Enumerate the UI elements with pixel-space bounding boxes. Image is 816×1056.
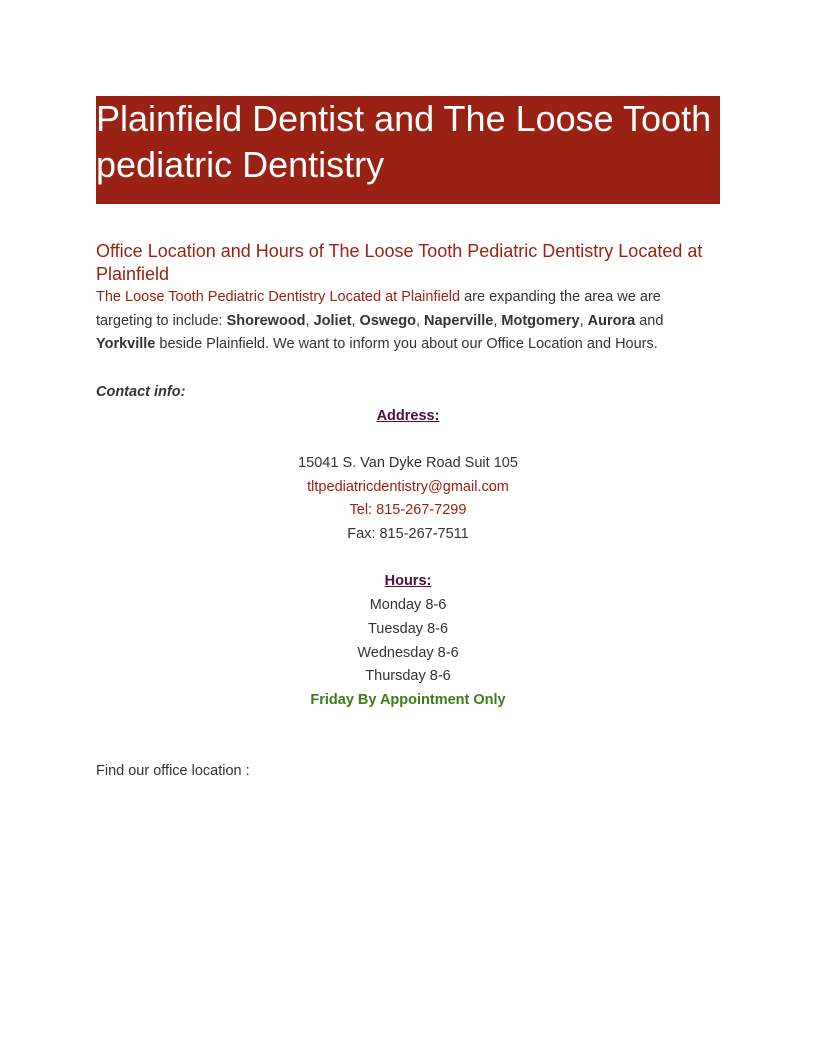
city-motgomery: Motgomery <box>501 312 580 329</box>
street-address: 15041 S. Van Dyke Road Suit 105 <box>298 454 518 471</box>
email-link[interactable]: tltpediatricdentistry@gmail.com <box>307 478 509 495</box>
city-naperville: Naperville <box>424 312 494 329</box>
page-title-line-2: pediatric Dentistry <box>96 144 385 185</box>
hours-thursday: Thursday 8-6 <box>365 668 451 685</box>
separator: , <box>305 312 314 329</box>
hours-wednesday: Wednesday 8-6 <box>357 644 459 661</box>
city-shorewood: Shorewood <box>226 312 306 329</box>
hours-monday: Monday 8-6 <box>369 597 447 614</box>
conjunction: and <box>635 312 664 329</box>
section-heading: Office Location and Hours of The Loose Tooth Pediatric Dentistry Located at Plainfield <box>96 241 703 284</box>
document-page <box>96 96 720 784</box>
intro-text-b: beside Plainfield. We want to inform you about our Office Location and Hours. <box>155 336 658 353</box>
city-oswego: Oswego <box>359 312 416 329</box>
address-heading[interactable]: Address: <box>376 407 440 424</box>
hours-heading-line <box>96 570 720 594</box>
fax-number: Fax: 815-267-7511 <box>347 526 469 542</box>
spacer <box>96 547 720 571</box>
separator: , <box>415 312 425 329</box>
separator: , <box>351 312 360 329</box>
contact-info-label: Contact info: <box>96 383 186 400</box>
separator: , <box>579 312 588 329</box>
page-title-line-1: Plainfield Dentist and The Loose Tooth <box>96 98 712 139</box>
hours-tuesday: Tuesday 8-6 <box>367 620 449 637</box>
separator: , <box>493 312 502 329</box>
page-title <box>96 96 720 204</box>
spacer <box>96 428 720 452</box>
city-yorkville: Yorkville <box>96 336 156 353</box>
city-joliet: Joliet <box>313 312 352 329</box>
address-heading-line <box>96 405 720 429</box>
intro-text-a: are expanding the area we are targeting to include: <box>96 289 661 329</box>
find-office-location: Find our office location : <box>96 763 250 779</box>
city-aurora: Aurora <box>587 312 636 329</box>
hours-friday: Friday By Appointment Only <box>310 691 506 708</box>
intro-paragraph <box>96 286 720 357</box>
phone-link[interactable]: Tel: 815-267-7299 <box>349 502 467 519</box>
hours-heading[interactable]: Hours: <box>384 573 432 590</box>
practice-link[interactable]: The Loose Tooth Pediatric Dentistry Located at Plainfield <box>96 289 461 305</box>
